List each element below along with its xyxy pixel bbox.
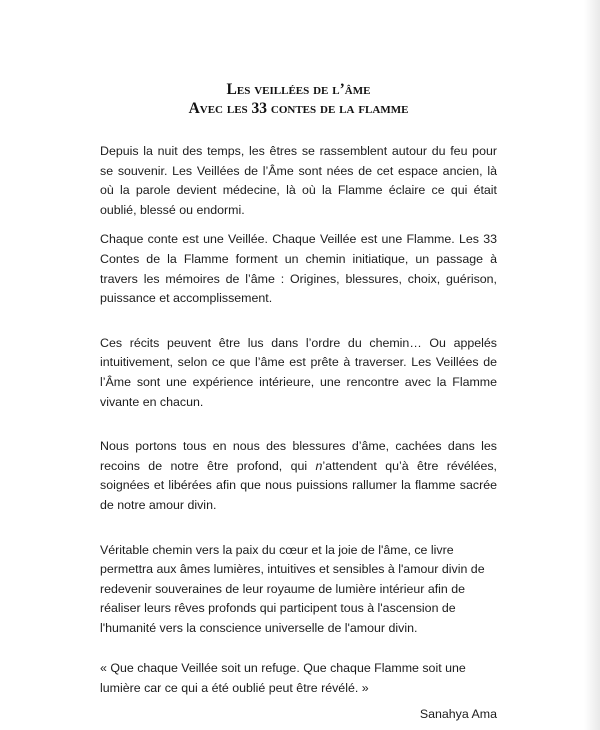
document-title [100,80,497,118]
paragraph-1: Depuis la nuit des temps, les êtres se rassemblent autour du feu pour se souvenir. Les Veillées de l’Âme sont nées de cet espace ancien, là où la parole devient médecine, là où la Flamme éclaire ce qui était oublié, blessé ou endormi. [100,144,497,217]
paragraph-3: Ces récits peuvent être lus dans l’ordre du chemin… Ou appelés intuitivement, selon ce que l’âme est prête à traverser. Les Veillées de l’Âme sont une expérience intérieure, une rencontre avec la Flamme vivante en chacun. [100,335,497,409]
closing-quote: « Que chaque Veillée soit un refuge. Que chaque Flamme soit une lumière car ce qui a été oublié peut être révélé. » [100,661,466,696]
paragraph-4-italic: n [315,458,323,473]
page-edge-shadow [584,0,600,730]
title-line-2: Avec les 33 contes de la flamme [188,100,409,117]
document-body [100,142,497,724]
paragraph-2: Chaque conte est une Veillée. Chaque Veillée est une Flamme. Les 33 Contes de la Flamme forment un chemin initiatique, un passage à travers les mémoires de l’âme : Origines, blessures, choix, guérison, puissance et accomplissement. [100,232,497,306]
title-line-1: Les veillées de l’âme [226,81,371,98]
paragraph-4-start: Nous portons tous en nous des blessures d’âme, cachées dans les recoins de notre être profond, qui [100,439,497,473]
author-signature: Sanahya Ama [419,706,497,721]
paragraph-4 [100,437,497,515]
paragraph-5: Véritable chemin vers la paix du cœur et la joie de l'âme, ce livre permettra aux âmes lumières, intuitives et sensibles à l'amour divin de redevenir souveraines de leur royaume de lumière intérieur afin de réaliser leurs rêves profonds qui participent tous à l'ascension de l'humanité vers la conscience universelle de l'amour divin. [100,542,485,635]
paragraph-4-end: ’attendent qu’à être révélées, soignées et libérées afin que nous puissions rallumer la flamme sacrée de notre amour divin. [100,458,497,512]
